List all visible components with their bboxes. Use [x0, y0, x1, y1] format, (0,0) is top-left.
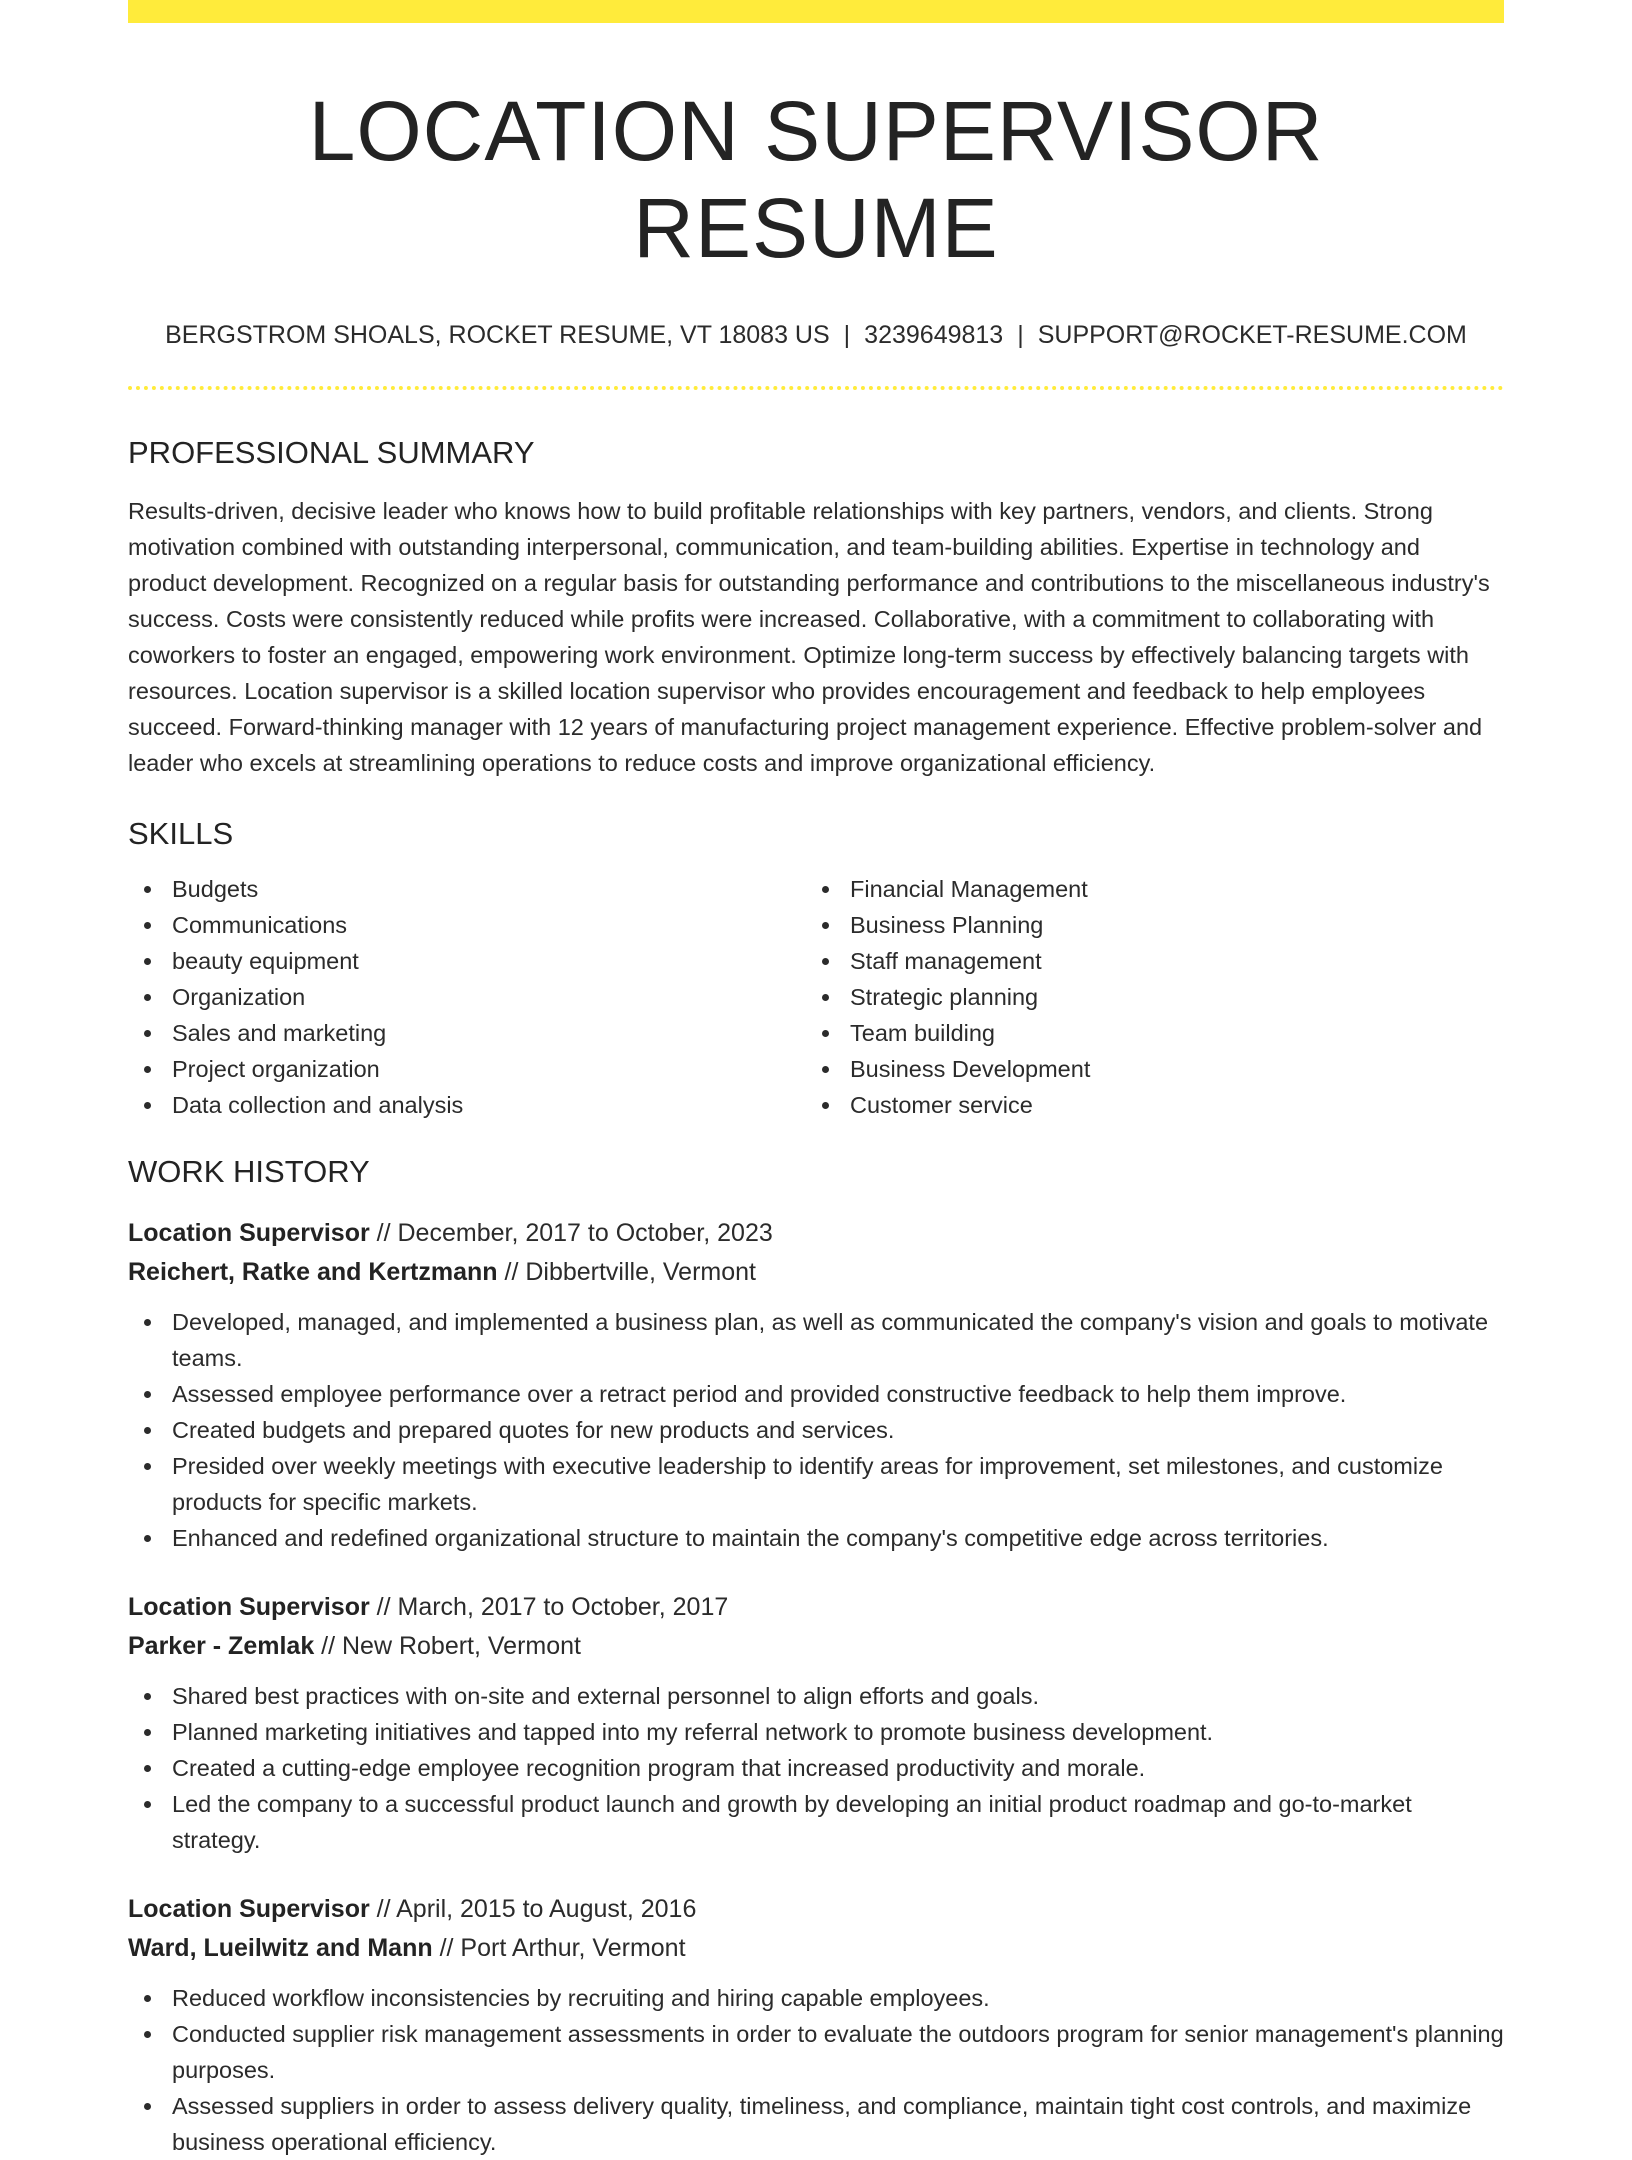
skill-item: Team building: [806, 1015, 1484, 1051]
job-company-line: [128, 1253, 1504, 1292]
skills-column-left: [128, 871, 806, 1123]
job-title-line: [128, 1214, 1504, 1253]
skill-item: Financial Management: [806, 871, 1484, 907]
skill-item: Communications: [128, 907, 806, 943]
skill-item: Business Development: [806, 1051, 1484, 1087]
job-bullet: Presided over weekly meetings with executive leadership to identify areas for improvement, set milestones, and customize products for specific markets.: [128, 1448, 1504, 1520]
job-dates: // December, 2017 to October, 2023: [369, 1218, 773, 1247]
job-bullet: Shared best practices with on-site and external personnel to align efforts and goals.: [128, 1678, 1504, 1714]
skill-item: Sales and marketing: [128, 1015, 806, 1051]
job-dates: // April, 2015 to August, 2016: [369, 1894, 697, 1923]
job-company: Parker - Zemlak: [128, 1631, 315, 1660]
skill-item: Business Planning: [806, 907, 1484, 943]
job-bullet: Developed, managed, and implemented a business plan, as well as communicated the company's vision and goals to motivate teams.: [128, 1304, 1504, 1376]
skill-item: beauty equipment: [128, 943, 806, 979]
contact-address: BERGSTROM SHOALS, ROCKET RESUME, VT 18083 US: [165, 321, 830, 350]
contact-separator: |: [1017, 321, 1024, 350]
job-bullet: Assessed suppliers in order to assess delivery quality, timeliness, and compliance, maintain tight cost controls, and maximize business operational efficiency.: [128, 2088, 1504, 2160]
job-location: // New Robert, Vermont: [314, 1631, 581, 1660]
job-location: // Dibbertville, Vermont: [497, 1257, 756, 1286]
skill-item: Organization: [128, 979, 806, 1015]
job-bullet: Created a cutting-edge employee recognition program that increased productivity and morale.: [128, 1750, 1504, 1786]
skill-item: Budgets: [128, 871, 806, 907]
summary-text: Results-driven, decisive leader who knows how to build profitable relationships with key partners, vendors, and clients. Strong motivation combined with outstanding interpersonal, communication, and team-building abilities. Expertise in technology and product development. Recognized on a regular basis for outstanding performance and contributions to the miscellaneous industry's success. Costs were consistently reduced while profits were increased. Collaborative, with a commitment to collaborating with coworkers to foster an engaged, empowering work environment. Optimize long-term success by effectively balancing targets with resources. Location supervisor is a skilled location supervisor who provides encouragement and feedback to help employees succeed. Forward-thinking manager with 12 years of manufacturing project management experience. Effective problem-solver and leader who excels at streamlining operations to reduce costs and improve organizational efficiency.: [128, 498, 1490, 777]
dotted-divider: [128, 386, 1504, 390]
summary-heading: PROFESSIONAL SUMMARY: [128, 435, 535, 471]
job-bullet: Led the company to a successful product launch and growth by developing an initial product roadmap and go-to-market strategy.: [128, 1786, 1504, 1858]
accent-top-bar: [128, 0, 1504, 23]
work-history-heading: WORK HISTORY: [128, 1153, 370, 1189]
page-title: LOCATION SUPERVISOR RESUME: [308, 84, 1324, 275]
job-title-line: [128, 1890, 1504, 1929]
contact-phone: 3239649813: [864, 321, 1004, 350]
job-title-line: [128, 1588, 1504, 1627]
skill-item: Strategic planning: [806, 979, 1484, 1015]
skill-item: Customer service: [806, 1087, 1484, 1123]
contact-email: SUPPORT@ROCKET-RESUME.COM: [1037, 321, 1467, 350]
job-title: Location Supervisor: [128, 1218, 370, 1247]
contact-separator: |: [843, 321, 851, 350]
job-company: Reichert, Ratke and Kertzmann: [128, 1257, 498, 1286]
job-bullets: [128, 1304, 1504, 1556]
job-bullet: Created budgets and prepared quotes for new products and services.: [128, 1412, 1504, 1448]
job-bullet: Enhanced and redefined organizational structure to maintain the company's competitive edge across territories.: [128, 1520, 1504, 1556]
job-location: // Port Arthur, Vermont: [432, 1933, 686, 1962]
job-title: Location Supervisor: [128, 1592, 370, 1621]
job-entry: [128, 1588, 1504, 1858]
contact-line: [128, 320, 1504, 350]
skills-heading: SKILLS: [128, 816, 234, 852]
resume-page: [128, 0, 1504, 2160]
job-title: Location Supervisor: [128, 1894, 370, 1923]
skill-item: Data collection and analysis: [128, 1087, 806, 1123]
job-entry: [128, 1214, 1504, 1556]
job-bullet: Planned marketing initiatives and tapped into my referral network to promote business development.: [128, 1714, 1504, 1750]
job-bullet: Reduced workflow inconsistencies by recruiting and hiring capable employees.: [128, 1980, 1504, 2016]
skill-item: Staff management: [806, 943, 1484, 979]
job-bullet: Conducted supplier risk management assessments in order to evaluate the outdoors program for senior management's planning purposes.: [128, 2016, 1504, 2088]
job-company: Ward, Lueilwitz and Mann: [128, 1933, 433, 1962]
skills-column-right: [806, 871, 1484, 1123]
job-dates: // March, 2017 to October, 2017: [369, 1592, 729, 1621]
job-company-line: [128, 1929, 1504, 1968]
job-bullets: [128, 1980, 1504, 2160]
job-bullet: Assessed employee performance over a retract period and provided constructive feedback to help them improve.: [128, 1376, 1504, 1412]
skill-item: Project organization: [128, 1051, 806, 1087]
job-bullets: [128, 1678, 1504, 1858]
job-entry: [128, 1890, 1504, 2160]
skills-list: [128, 871, 1504, 1123]
job-company-line: [128, 1627, 1504, 1666]
